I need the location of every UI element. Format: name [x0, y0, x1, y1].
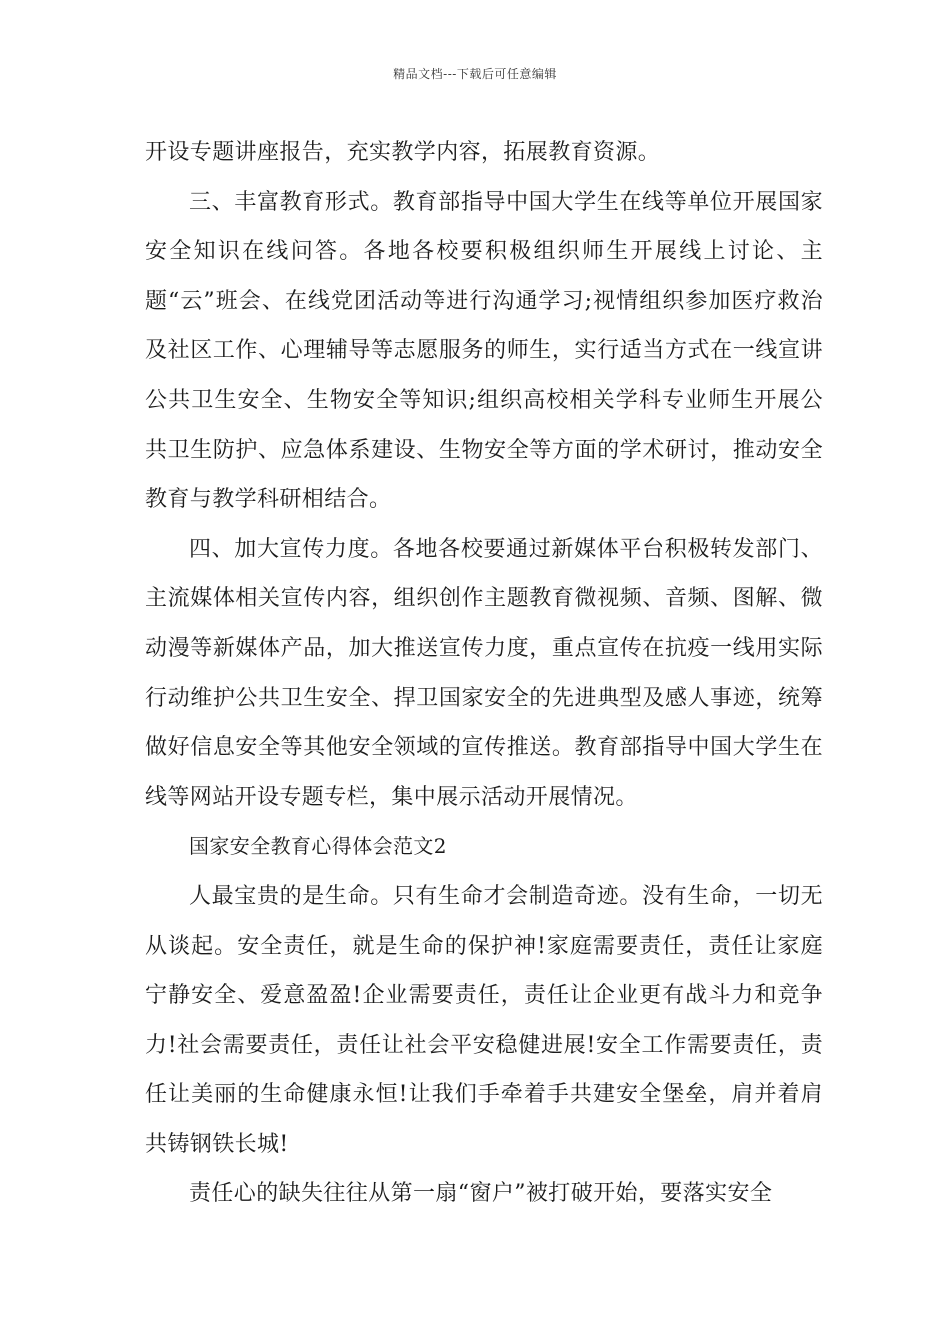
paragraph-increase-publicity: 四、加大宣传力度。各地各校要通过新媒体平台积极转发部门、主流媒体相关宣传内容，组织创作主题教育微视频、音频、图解、微动漫等新媒体产品，加大推送宣传力度，重点宣传在抗疫一线用实际行动维护公共卫生安全、捍卫国家安全的先进典型及感人事迹，统筹做好信息安全等其他安全领域的宣传推送。教育部指导中国大学生在线等网站开设专题专栏，集中展示活动开展情况。 — [145, 536, 823, 810]
paragraph-responsibility-window: 责任心的缺失往往从第一扇“窗户”被打破开始，要落实安全 — [189, 1181, 773, 1207]
paragraph-life-and-responsibility: 人最宝贵的是生命。只有生命才会制造奇迹。没有生命，一切无从谈起。安全责任，就是生命的保护神!家庭需要责任，责任让家庭宁静安全、爱意盈盈!企业需要责任，责任让企业更有战斗力和竞争力!社会需要责任，责任让社会平安稳健进展!安全工作需要责任，责任让美丽的生命健康永恒!让我们手牵着手共建安全堡垒，肩并着肩共铸钢铁长城! — [145, 883, 823, 1157]
paragraph-enrich-education-forms: 三、丰富教育形式。教育部指导中国大学生在线等单位开展国家安全知识在线问答。各地各校要积极组织师生开展线上讨论、主题“云”班会、在线党团活动等进行沟通学习;视情组织参加医疗救治及社区工作、心理辅导等志愿服务的师生，实行适当方式在一线宣讲公共卫生安全、生物安全等知识;组织高校相关学科专业师生开展公共卫生防护、应急体系建设、生物安全等方面的学术研讨，推动安全教育与教学科研相结合。 — [145, 189, 823, 513]
section-heading: 国家安全教育心得体会范文2 — [189, 834, 447, 859]
paragraph-continuation: 开设专题讲座报告，充实教学内容，拓展教育资源。 — [145, 140, 661, 165]
document-body — [145, 128, 823, 1219]
page-header: 精品文档---下载后可任意编辑 — [393, 67, 557, 81]
